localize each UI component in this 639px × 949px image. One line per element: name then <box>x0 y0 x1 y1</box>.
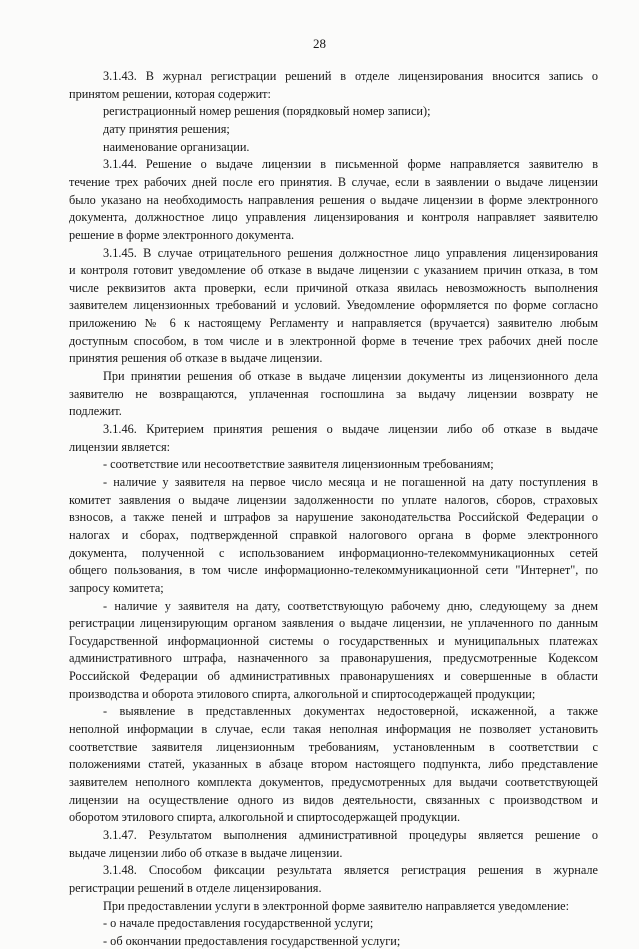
text-line: 3.1.46. Критерием принятия решения о выдаче лицензии либо об отказе в выдаче <box>103 422 598 436</box>
text-line: наименование организации. <box>103 140 250 154</box>
text-line: налогах и сборах, подтвержденной справкой налогового органа в форме электронного <box>69 528 598 542</box>
text-line: и контроля готовит уведомление об отказе в выдаче лицензии с указанием причин отказа, в том <box>69 263 598 277</box>
text-line: 3.1.48. Способом фиксации результата является регистрация решения в журнале <box>103 863 598 877</box>
text-line: - соответствие или несоответствие заявителя лицензионным требованиям; <box>103 457 494 471</box>
text-line: заявителем неполного комплекта документов, предусмотренных для выдачи соответствующей <box>69 775 598 789</box>
text-line: регистрации решений в отделе лицензирования. <box>69 881 322 895</box>
text-line: подлежит. <box>69 404 122 418</box>
text-line: 3.1.45. В случае отрицательного решения должностное лицо управления лицензирования <box>103 246 598 260</box>
page-number: 28 <box>313 36 326 51</box>
text-line: Государственной информационной системы о государственных и муниципальных платежах <box>69 634 598 648</box>
text-line: 3.1.43. В журнал регистрации решений в отделе лицензирования вносится запись о <box>103 69 598 83</box>
text-line: 3.1.47. Результатом выполнения административной процедуры является решение о <box>103 828 598 842</box>
text-line: лицензии является: <box>69 440 171 454</box>
text-line: регистрации лицензирующим органом заявления о выдаче лицензии, не уплаченного по данным <box>69 616 598 630</box>
text-line: лицензии на осуществление одного из видов деятельности, связанных с производством и <box>69 793 598 807</box>
text-line: положениями статей, указанных в абзаце втором настоящего подпункта, либо представление <box>69 757 598 771</box>
text-line: 3.1.44. Решение о выдаче лицензии в письменной форме направляется заявителю в <box>103 157 598 171</box>
text-line: производства и оборота этилового спирта, алкогольной и спиртосодержащей продукции; <box>69 687 536 701</box>
text-line: документа, полученной с использованием информационно-телекоммуникационных сетей <box>69 546 598 560</box>
text-line: соответствие заявителя лицензионным требованиям, установленным в соответствии с <box>69 740 598 754</box>
text-line: было указано на необходимость направления решения о выдаче лицензии в форме электронного <box>69 193 598 207</box>
text-line: регистрационный номер решения (порядковый номер записи); <box>103 104 431 118</box>
text-line: комитет заявления о выдаче лицензии задолженности по уплате налогов, сборов, страховых <box>69 493 598 507</box>
text-line: решение в форме электронного документа. <box>69 228 295 242</box>
text-line: административного штрафа, назначенного за правонарушения, предусмотренные Кодексом <box>69 651 598 665</box>
text-line: оборотом этилового спирта, алкогольной и спиртосодержащей продукции. <box>69 810 461 824</box>
text-line: - о начале предоставления государственной услуги; <box>103 916 374 930</box>
text-line: принятия решения об отказе в выдаче лицензии. <box>69 351 323 365</box>
text-line: Российской Федерации об административных правонарушениях и совершенные в области <box>69 669 598 683</box>
text-line: принятом решении, которая содержит: <box>69 87 271 101</box>
text-line: взносов, а также пеней и штрафов за нарушение законодательства Российской Федерации о <box>69 510 598 524</box>
text-line: При предоставлении услуги в электронной форме заявителю направляется уведомление: <box>103 899 570 913</box>
text-line: течение трех рабочих дней после его принятия. В случае, если в заявлении о выдаче лицензии <box>69 175 598 189</box>
text-line: числе реквизитов акта проверки, если причиной отказа явилась невозможность выполнения <box>69 281 598 295</box>
text-line: документа, должностное лицо управления лицензирования и контроля направляет заявителю <box>69 210 598 224</box>
text-line: запросу комитета; <box>69 581 164 595</box>
text-line: неполной информации в случае, если такая неполная информация не позволяет установить <box>69 722 598 736</box>
text-line: заявителем лицензионных требований и условий. Уведомление оформляется по форме согласно <box>69 298 598 312</box>
text-line: приложению № 6 к настоящему Регламенту и направляется (вручается) заявителю любым <box>69 316 598 330</box>
text-line: общего пользования, в том числе информационно-телекоммуникационной сети "Интернет", по <box>69 563 598 577</box>
text-line: - об окончании предоставления государственной услуги; <box>103 934 401 948</box>
text-line: заявителю не возвращаются, уплаченная госпошлина за выдачу лицензии возврату не <box>69 387 598 401</box>
text-line: При принятии решения об отказе в выдаче лицензии документы из лицензионного дела <box>103 369 598 383</box>
text-line: - наличие у заявителя на дату, соответствующую рабочему дню, следующему за днем <box>103 599 598 613</box>
text-line: дату принятия решения; <box>103 122 230 136</box>
text-line: выдаче лицензии либо об отказе в выдаче лицензии. <box>69 846 343 860</box>
text-line: - выявление в представленных документах недостоверной, искаженной, а также <box>103 704 598 718</box>
text-line: - наличие у заявителя на первое число месяца и не погашенной на дату поступления в <box>103 475 598 489</box>
text-line: доступным способом, в том числе и в электронной форме в течение трех рабочих дней после <box>69 334 598 348</box>
